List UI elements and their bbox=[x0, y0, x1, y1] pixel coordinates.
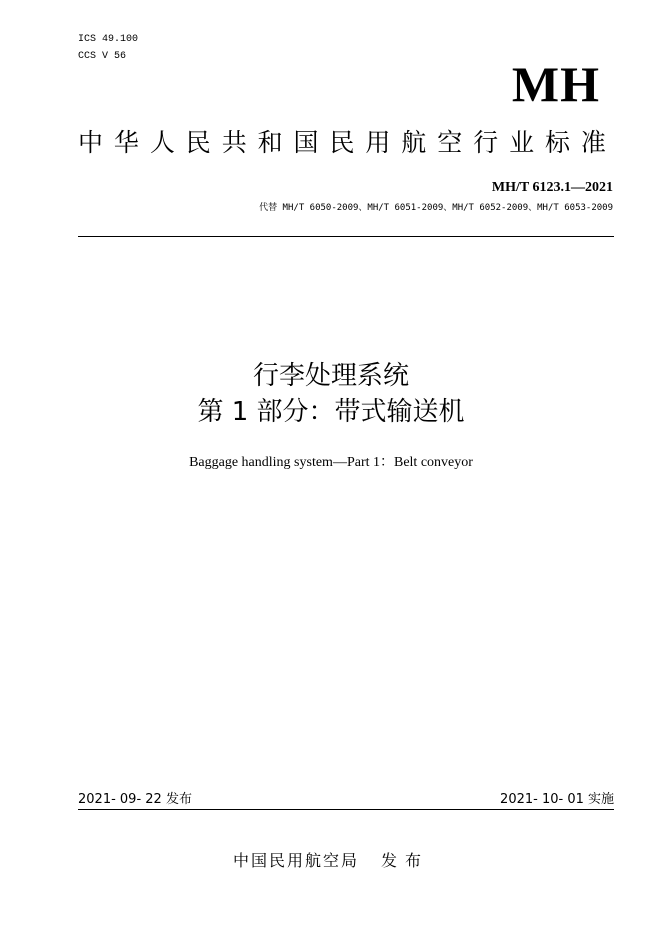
footer-divider bbox=[78, 809, 614, 810]
standard-category-title bbox=[78, 127, 606, 159]
issue-date: 2021- 09- 22 发布 bbox=[78, 792, 192, 807]
publish-label: 发布 bbox=[381, 851, 430, 870]
implementation-date: 2021- 10- 01 实施 bbox=[500, 792, 614, 807]
title-char: 标 bbox=[544, 128, 570, 157]
title-char: 和 bbox=[257, 128, 283, 157]
title-char: 共 bbox=[221, 128, 247, 157]
title-char: 华 bbox=[113, 128, 139, 157]
publisher-line bbox=[0, 851, 662, 871]
ccs-code: CCS V 56 bbox=[78, 51, 127, 62]
replaces-standards: 代替 MH/T 6050-2009、MH/T 6051-2009、MH/T 6052-2009、MH/T 6053-2009 bbox=[259, 203, 613, 213]
title-char: 空 bbox=[437, 128, 463, 157]
title-char: 人 bbox=[149, 128, 175, 157]
title-char: 国 bbox=[293, 128, 319, 157]
standard-number: MH/T 6123.1—2021 bbox=[491, 180, 613, 195]
title-char: 用 bbox=[365, 128, 391, 157]
title-char: 业 bbox=[509, 128, 535, 157]
title-char: 行 bbox=[473, 128, 499, 157]
english-title: Baggage handling system—Part 1：Belt conveyor bbox=[189, 455, 473, 470]
publisher-name: 中国民用航空局 bbox=[232, 851, 359, 870]
document-subtitle: 第 1 部分：带式输送机 bbox=[197, 397, 465, 427]
title-char: 中 bbox=[78, 128, 104, 157]
mh-logo: MH bbox=[511, 56, 600, 112]
title-char: 航 bbox=[401, 128, 427, 157]
header-divider bbox=[78, 236, 614, 237]
document-title: 行李处理系统 bbox=[252, 361, 409, 391]
title-char: 民 bbox=[329, 128, 355, 157]
title-char: 民 bbox=[185, 128, 211, 157]
title-char: 准 bbox=[580, 128, 606, 157]
ics-code: ICS 49.100 bbox=[78, 34, 139, 45]
